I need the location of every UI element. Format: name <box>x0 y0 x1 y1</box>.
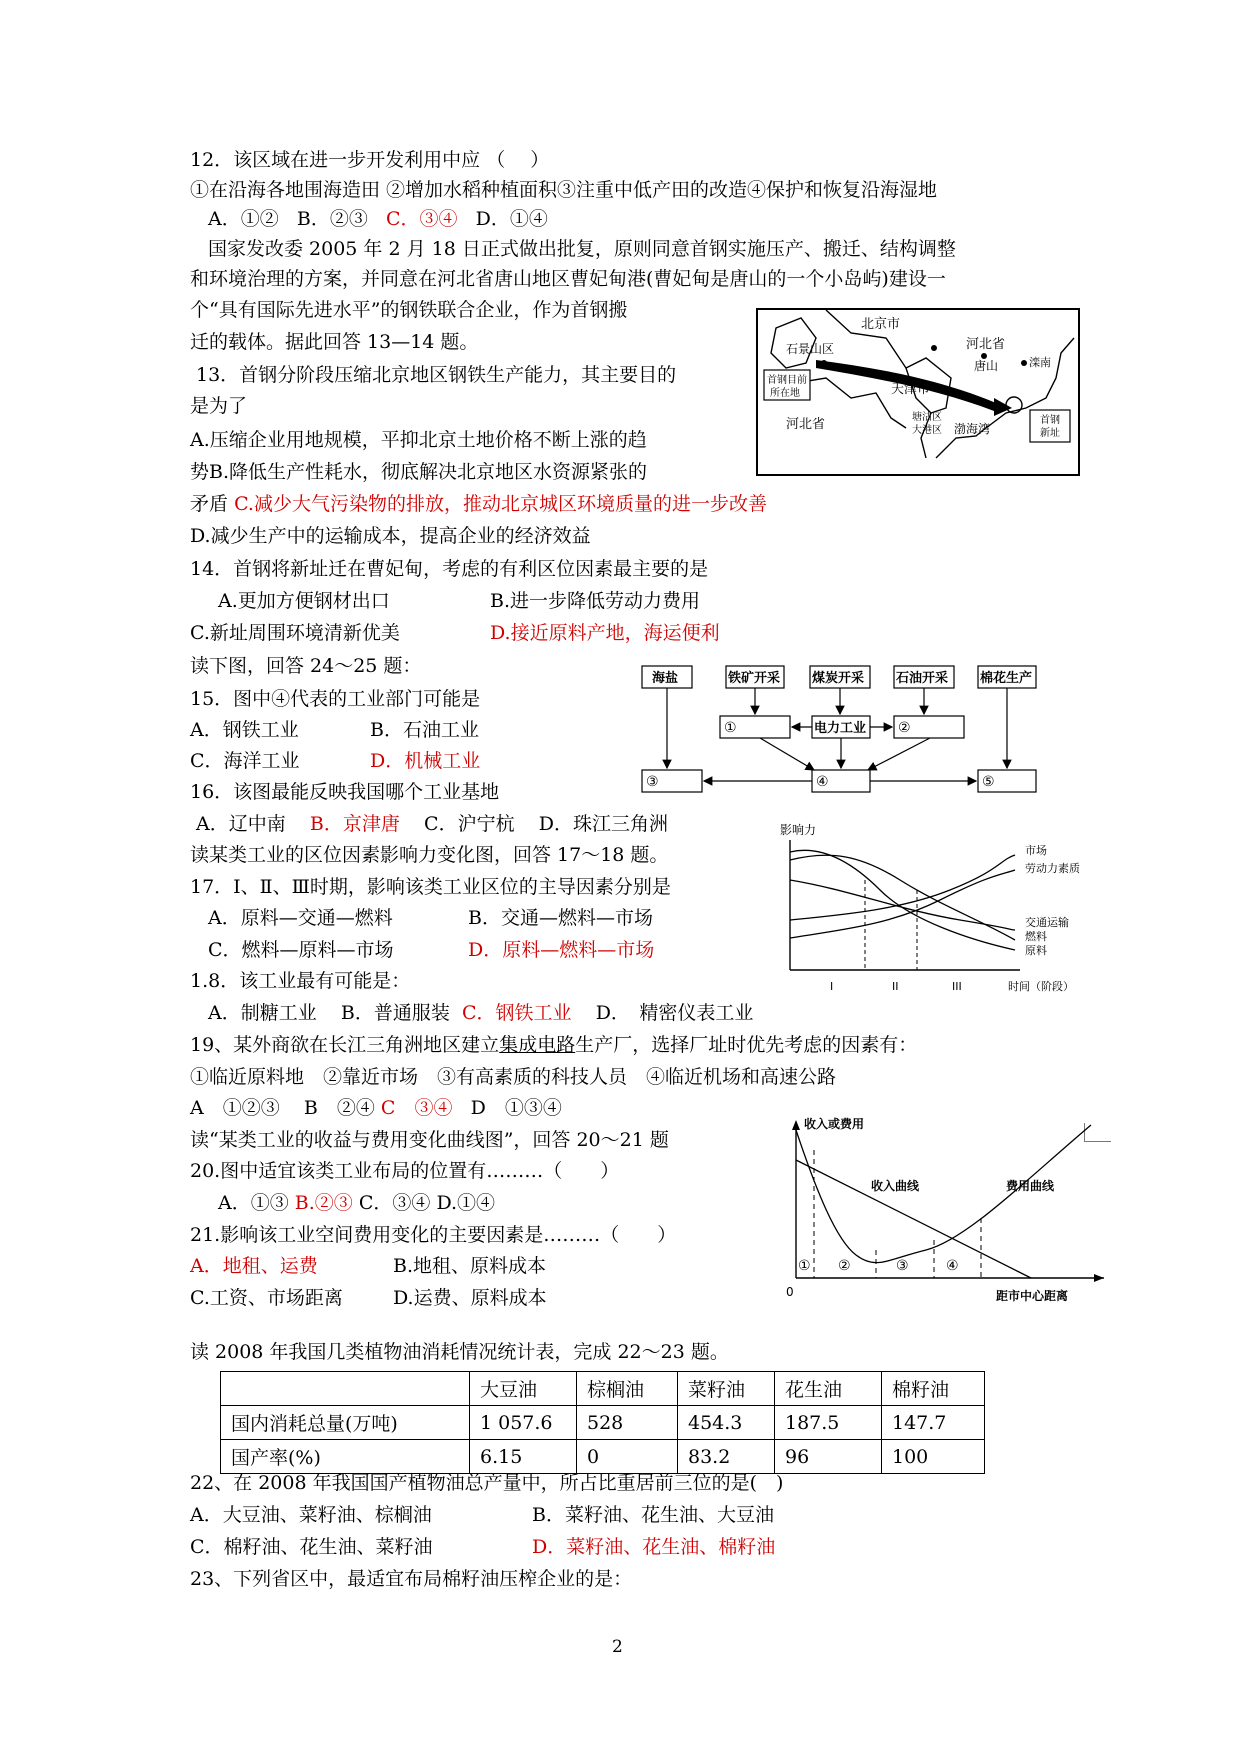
q13-option-d: D.减少生产中的运输成本，提高企业的经济效益 <box>190 525 591 547</box>
q20-option-c: C．③④ <box>358 1192 431 1214</box>
map-label-shougang-now-2: 所在地 <box>770 388 800 399</box>
table-header-cell: 棉籽油 <box>882 1372 985 1406</box>
table-row <box>221 1440 985 1474</box>
map-label-luannan: 滦南 <box>1029 356 1051 369</box>
chart2-income-label: 收入曲线 <box>871 1179 920 1193</box>
table-cell: 187.5 <box>775 1406 882 1440</box>
q17-stem: 17．Ⅰ、Ⅱ、Ⅲ时期，影响该类工业区位的主导因素分别是 <box>190 876 671 898</box>
chart1-series-raw: 原料 <box>1025 944 1047 957</box>
q21-option-c: C.工资、市场距离 <box>190 1287 343 1309</box>
table-cell: 100 <box>882 1440 985 1474</box>
q16-option-d: D．珠江三角洲 <box>538 813 668 835</box>
table-cell: 国产率(%) <box>221 1440 470 1474</box>
q12-items: ①在沿海各地围海造田 ②增加水稻种植面积③注重中低产田的改造④保护和恢复沿海湿地 <box>190 179 938 201</box>
q12-options <box>208 207 548 231</box>
flow-box-sea-salt: 海盐 <box>652 671 679 686</box>
q19-option-d: D ①③④ <box>470 1097 562 1119</box>
q19-options <box>190 1096 562 1120</box>
q19-stem-pre: 19、某外商欲在长江三角洲地区建立 <box>190 1034 500 1056</box>
table-header-cell: 棕榈油 <box>577 1372 678 1406</box>
q13-line-ab <box>190 460 647 484</box>
q22-option-c: C．棉籽油、花生油、菜籽油 <box>190 1536 433 1558</box>
flow-box-1: ① <box>724 720 737 736</box>
q13-stem-2: 是为了 <box>190 395 248 417</box>
q14-option-a: A.更加方便钢材出口 <box>218 590 390 612</box>
flow-box-oil-extraction: 石油开采 <box>896 671 949 686</box>
q18-stem: 1.8．该工业最有可能是： <box>190 970 411 992</box>
q19-option-b: B ②④ <box>303 1097 375 1119</box>
flow-box-cotton: 棉花生产 <box>980 671 1033 686</box>
intro-17-18: 读某类工业的区位因素影响力变化图，回答 17～18 题。 <box>190 844 669 866</box>
flow-box-5: ⑤ <box>982 774 995 790</box>
q15-stem: 15．图中④代表的工业部门可能是 <box>190 688 481 710</box>
q19-stem-underline: 集成电路 <box>499 1034 576 1056</box>
q16-option-b: B．京津唐 <box>309 813 400 835</box>
q12-option-a: A．①② <box>208 208 279 230</box>
flow-box-3: ③ <box>646 774 659 790</box>
q17-option-a: A．原料—交通—燃料 <box>208 907 393 929</box>
chart1-series-fuel: 燃料 <box>1025 930 1047 943</box>
intro-20-21: 读“某类工业的收益与费用变化曲线图”，回答 20～21 题 <box>190 1129 669 1151</box>
map-label-tanggu-1: 塘沽区 <box>912 412 942 423</box>
chart1-ylabel: 影响力 <box>780 823 817 837</box>
q15-option-c: C．海洋工业 <box>190 750 300 772</box>
q22-stem: 22、在 2008 年我国国产植物油总产量中，所占比重居前三位的是( ) <box>190 1472 784 1494</box>
table-header-cell <box>221 1372 470 1406</box>
chart2-ylabel: 收入或费用 <box>804 1117 865 1131</box>
q16-options <box>196 812 668 836</box>
chart1-xtick-3: III <box>952 980 962 993</box>
table-cell: 147.7 <box>882 1406 985 1440</box>
q18-option-c: C．钢铁工业 <box>461 1002 572 1024</box>
q13-option-a-2: 势 <box>190 461 210 483</box>
q15-option-d: D．机械工业 <box>370 750 481 772</box>
passage-line-1: 国家发改委 2005 年 2 月 18 日正式做出批复，原则同意首钢实施压产、搬迁、结构调整 <box>208 238 956 260</box>
passage-line-2: 和环境治理的方案，并同意在河北省唐山地区曹妃甸港(曹妃甸是唐山的一个小岛屿)建设一 <box>190 268 946 290</box>
q21-option-d: D.运费、原料成本 <box>393 1287 547 1309</box>
flow-box-coal-mining: 煤炭开采 <box>812 671 865 686</box>
flow-box-power: 电力工业 <box>814 721 867 736</box>
chart1-xtick-1: I <box>830 980 834 993</box>
q19-stem <box>190 1033 917 1057</box>
shougang-relocation-map <box>756 308 1080 476</box>
q12-option-c: C．③④ <box>385 208 458 230</box>
table-cell: 96 <box>775 1440 882 1474</box>
q15-option-a: A．钢铁工业 <box>190 719 299 741</box>
q23-stem: 23、下列省区中，最适宜布局棉籽油压榨企业的是： <box>190 1568 633 1590</box>
map-label-hebei-sw: 河北省 <box>786 417 826 432</box>
map-label-shijingshan: 石景山区 <box>786 342 835 356</box>
q15-option-b: B．石油工业 <box>370 719 479 741</box>
page-number: 2 <box>612 1637 623 1657</box>
q19-stem-post: 生产厂，选择厂址时优先考虑的因素有： <box>575 1034 918 1056</box>
table-header-row <box>221 1372 985 1406</box>
map-label-bohai: 渤海湾 <box>954 422 991 436</box>
map-label-beijing: 北京市 <box>861 317 901 332</box>
q14-option-b: B.进一步降低劳动力费用 <box>490 590 701 612</box>
q16-option-a: A．辽中南 <box>196 813 286 835</box>
table-cell: 国内消耗总量(万吨) <box>221 1406 470 1440</box>
table-cell: 6.15 <box>470 1440 577 1474</box>
chart1-series-labor: 劳动力素质 <box>1025 862 1080 875</box>
q14-stem: 14．首钢将新址迁在曹妃甸，考虑的有利区位因素最主要的是 <box>190 558 709 580</box>
table-cell: 0 <box>577 1440 678 1474</box>
chart2-xlabel: 距市中心距离 <box>996 1289 1069 1303</box>
q19-option-a: A ①②③ <box>190 1097 280 1119</box>
q22-option-d: D．菜籽油、花生油、棉籽油 <box>532 1536 776 1558</box>
q14-option-d: D.接近原料产地，海运便利 <box>490 622 720 644</box>
q18-option-a: A．制糖工业 <box>208 1002 317 1024</box>
q19-items: ①临近原料地 ②靠近市场 ③有高素质的科技人员 ④临近机场和高速公路 <box>190 1066 837 1088</box>
chart2-cost-label: 费用曲线 <box>1006 1179 1055 1193</box>
table-cell: 1 057.6 <box>470 1406 577 1440</box>
q12-stem: 12．该区域在进一步开发利用中应 （ ） <box>190 149 550 171</box>
table-header-cell: 花生油 <box>775 1372 882 1406</box>
map-label-shougang-new-1: 首钢 <box>1040 415 1060 426</box>
flow-box-4: ④ <box>816 774 829 790</box>
chart1-xlabel: 时间（阶段） <box>1008 980 1074 993</box>
q22-option-a: A．大豆油、菜籽油、棕榈油 <box>190 1504 432 1526</box>
map-label-tanggu-2: 大港区 <box>912 425 942 436</box>
table-cell: 528 <box>577 1406 678 1440</box>
chart2-zone-4: ④ <box>946 1258 959 1274</box>
map-label-hebei-ne: 河北省 <box>966 337 1006 352</box>
factor-influence-chart <box>780 820 1110 1000</box>
q18-option-d: D． 精密仪表工业 <box>595 1002 754 1024</box>
chart2-zone-3: ③ <box>896 1258 909 1274</box>
q21-stem: 21.影响该工业空间费用变化的主要因素是………（ ） <box>190 1224 677 1246</box>
q17-option-c: C．燃料—原料—市场 <box>208 939 394 961</box>
passage-line-3: 个“具有国际先进水平”的钢铁联合企业，作为首钢搬 <box>190 299 628 321</box>
chart2-zone-2: ② <box>838 1258 851 1274</box>
flow-box-iron-mining: 铁矿开采 <box>728 671 781 686</box>
q20-option-d: D.①④ <box>436 1192 496 1214</box>
q21-option-b: B.地租、原料成本 <box>393 1255 547 1277</box>
q20-option-b: B.②③ <box>294 1192 353 1214</box>
q20-option-a: A．①③ <box>218 1192 289 1214</box>
q16-stem: 16．该图最能反映我国哪个工业基地 <box>190 781 500 803</box>
flow-box-2: ② <box>898 720 911 736</box>
chart2-zone-1: ① <box>798 1258 811 1274</box>
q22-option-b: B．菜籽油、花生油、大豆油 <box>532 1504 774 1526</box>
table-header-cell: 大豆油 <box>470 1372 577 1406</box>
chart2-origin: 0 <box>786 1285 794 1299</box>
q13-stem-1: 13．首钢分阶段压缩北京地区钢铁生产能力，其主要目的 <box>196 364 677 386</box>
q19-option-c: C ③④ <box>380 1097 453 1119</box>
q17-option-b: B．交通—燃料—市场 <box>468 907 653 929</box>
q12-option-b: B．②③ <box>296 208 368 230</box>
income-cost-chart <box>786 1110 1106 1306</box>
q18-option-b: B．普通服装 <box>340 1002 450 1024</box>
table-row <box>221 1406 985 1440</box>
chart1-series-transport: 交通运输 <box>1025 916 1069 929</box>
q21-option-a: A．地租、运费 <box>190 1255 318 1277</box>
q20-stem: 20.图中适宜该类工业布局的位置有………（ ） <box>190 1160 620 1182</box>
q13-option-a-1: A.压缩企业用地规模，平抑北京土地价格不断上涨的趋 <box>190 429 647 451</box>
q13-option-c: C.减少大气污染物的排放，推动北京城区环境质量的进一步改善 <box>234 493 767 515</box>
q13-option-b-2: 矛盾 <box>190 493 229 515</box>
industry-flow-diagram <box>640 664 1040 804</box>
vegetable-oil-table <box>220 1371 985 1474</box>
passage-line-4: 迁的载体。据此回答 13—14 题。 <box>190 331 479 353</box>
q13-option-b-1: B.降低生产性耗水，彻底解决北京地区水资源紧张的 <box>209 461 648 483</box>
map-label-tangshan: 唐山 <box>974 359 999 373</box>
intro-15-16: 读下图，回答 24～25 题： <box>190 655 422 677</box>
table-cell: 83.2 <box>678 1440 775 1474</box>
map-label-tianjin: 天津市 <box>891 382 931 397</box>
table-cell: 454.3 <box>678 1406 775 1440</box>
q13-line-bc <box>190 492 767 516</box>
chart1-series-market: 市场 <box>1025 844 1047 857</box>
q20-options <box>218 1191 495 1215</box>
q16-option-c: C．沪宁杭 <box>424 813 515 835</box>
q14-option-c: C.新址周围环境清新优美 <box>190 622 400 644</box>
q18-options <box>208 1001 753 1025</box>
q17-option-d: D．原料—燃料—市场 <box>468 939 655 961</box>
q12-option-d: D．①④ <box>475 208 548 230</box>
chart1-xtick-2: II <box>892 980 899 993</box>
table-header-cell: 菜籽油 <box>678 1372 775 1406</box>
map-label-shougang-now-1: 首钢目前 <box>767 375 807 386</box>
intro-22-23: 读 2008 年我国几类植物油消耗情况统计表，完成 22～23 题。 <box>190 1341 729 1363</box>
map-label-shougang-new-2: 新址 <box>1040 428 1060 439</box>
